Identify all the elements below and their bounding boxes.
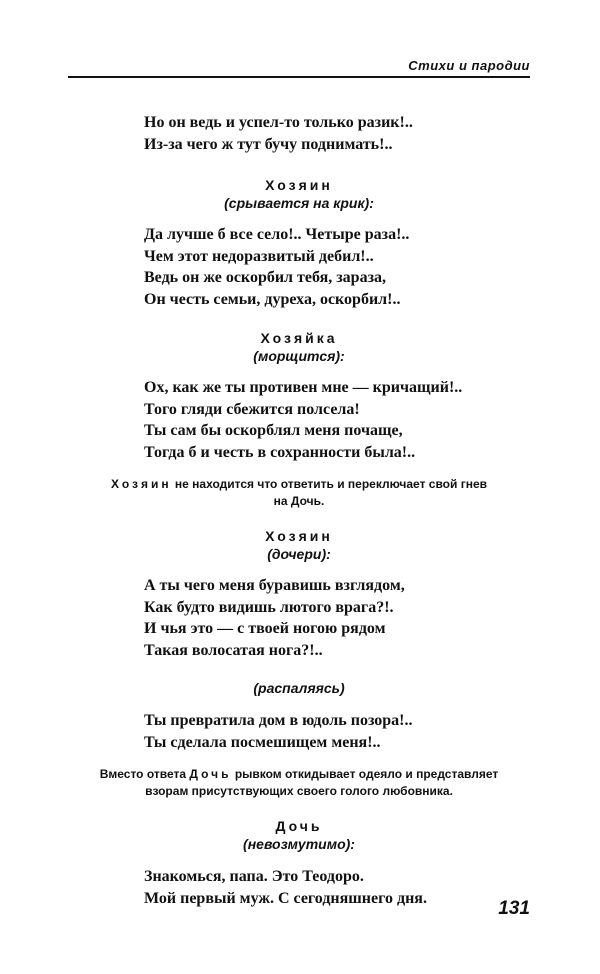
running-header: Стихи и пародии xyxy=(408,58,530,73)
verse-line: Мой первый муж. С сегодняшнего дня. xyxy=(144,889,427,907)
stage-remark-line2: на Дочь. xyxy=(273,494,325,508)
verse-line: Ох, как же ты противен мне — кричащий!.. xyxy=(144,379,463,396)
speaker-name: Хозяйка xyxy=(260,330,338,346)
verse-line: Ведь он же оскорбил тебя, зараза, xyxy=(144,269,387,286)
remark-text: Вместо ответа xyxy=(99,767,187,781)
stage-remark xyxy=(68,766,530,783)
remark-character-name: Дочь xyxy=(189,767,232,781)
header-rule xyxy=(68,76,530,78)
verse-block-4 xyxy=(144,575,530,661)
verse-line: Да лучше б все село!.. Четыре раза!.. xyxy=(144,226,410,243)
verse-line: И чья это — с твоей ногою рядом xyxy=(144,620,386,637)
stage-remark-line2: взорам присутствующих своего голого любовника. xyxy=(145,784,453,798)
verse-line: Он честь семьи, дуреха, оскорбил!.. xyxy=(144,290,401,308)
remark-text: рывком откидывает одеяло и представляет xyxy=(234,767,499,781)
verse-line: Тогда б и честь в сохранности была!.. xyxy=(144,443,416,461)
stage-direction: (распаляясь) xyxy=(253,680,345,696)
verse-block-2 xyxy=(144,224,530,310)
verse-line: Но он ведь и успел-то только разик!.. xyxy=(144,114,413,131)
page-number: 131 xyxy=(498,898,530,919)
page-content xyxy=(68,112,530,909)
speaker-name: Хозяин xyxy=(265,177,333,193)
stage-direction: (дочери): xyxy=(267,546,331,562)
verse-line: Ты превратила дом в юдоль позора!.. xyxy=(144,712,413,729)
stage-direction: (срывается на крик): xyxy=(224,195,374,211)
speaker-name: Хозяин xyxy=(265,528,333,544)
stage-direction: (невозмутимо): xyxy=(243,836,355,852)
verse-block-5 xyxy=(144,710,530,753)
verse-line: Знакомься, папа. Это Теодоро. xyxy=(144,868,364,885)
remark-character-name: Хозяин xyxy=(110,477,172,491)
verse-block-6 xyxy=(144,866,530,909)
remark-text: не находится что ответить и переключает свой гнев xyxy=(174,477,488,491)
verse-line: Из-за чего ж тут бучу поднимать!.. xyxy=(144,135,393,153)
verse-line: Ты сделала посмешищем меня!.. xyxy=(144,733,381,751)
verse-line: Ты сам бы оскорблял меня почаще, xyxy=(144,422,403,439)
stage-direction: (морщится): xyxy=(253,348,345,364)
verse-block-3 xyxy=(144,377,530,463)
verse-line: А ты чего меня буравишь взглядом, xyxy=(144,577,405,594)
verse-line: Такая волосатая нога?!.. xyxy=(144,641,323,659)
speaker-name: Дочь xyxy=(275,818,323,834)
verse-block-1 xyxy=(144,112,530,155)
stage-remark xyxy=(68,476,530,493)
verse-line: Того гляди сбежится полсела! xyxy=(144,400,360,418)
verse-line: Чем этот недоразвитый дебил!.. xyxy=(144,247,374,265)
verse-line: Как будто видишь лютого врага?!. xyxy=(144,598,394,616)
